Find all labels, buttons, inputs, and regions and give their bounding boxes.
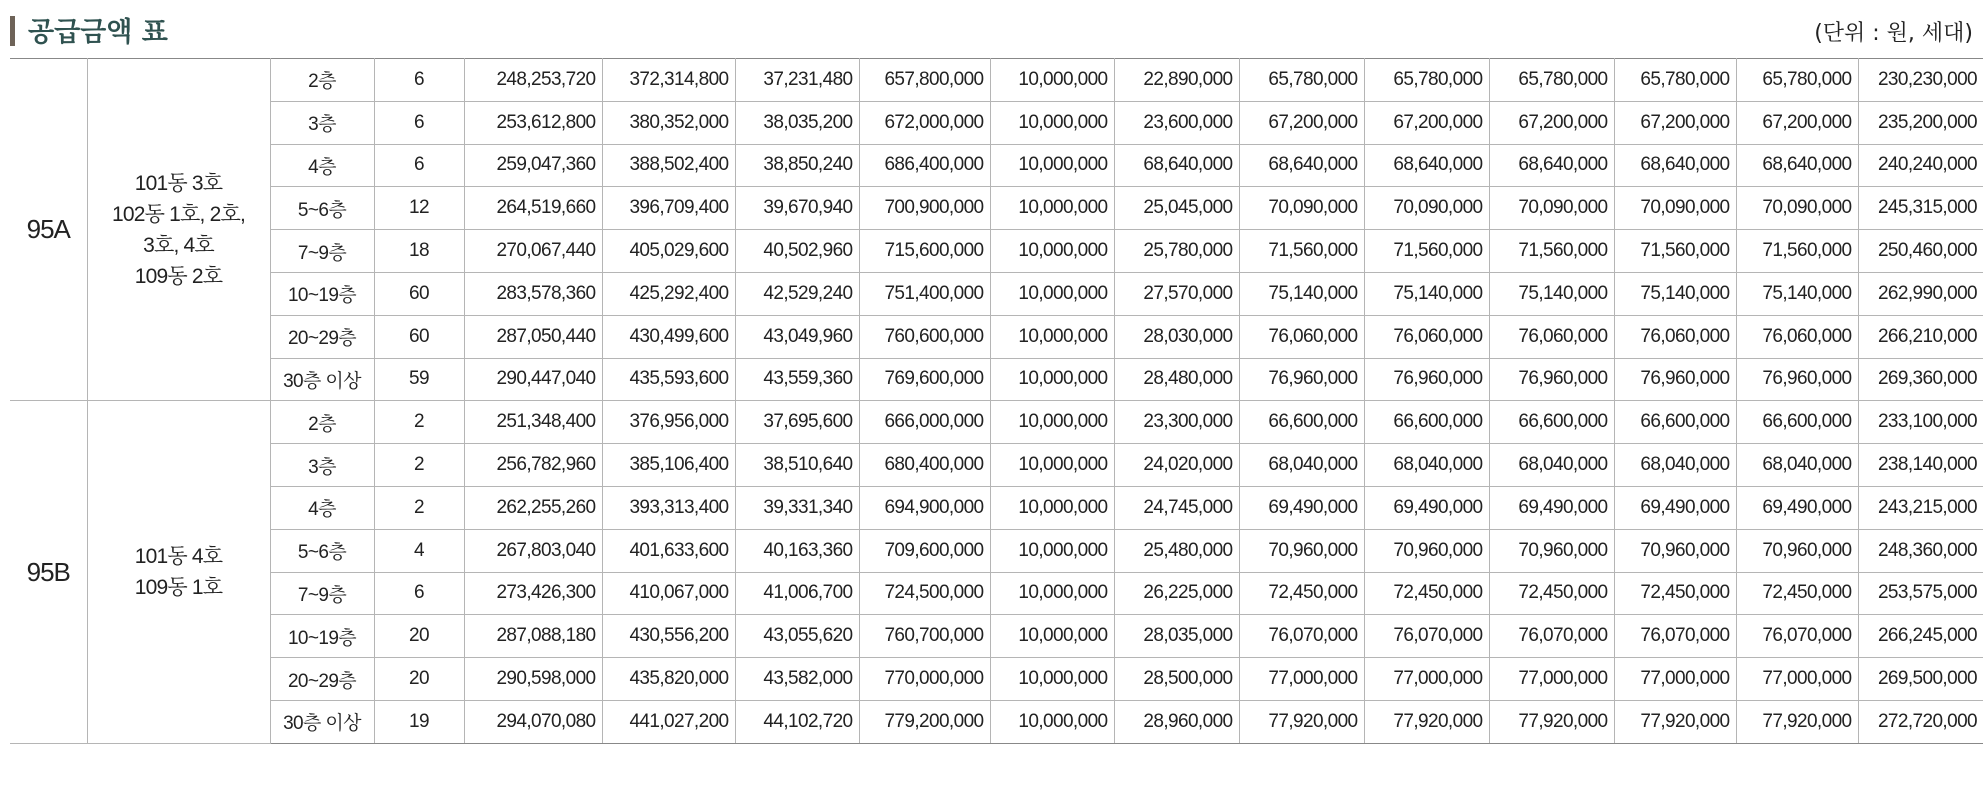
floor-cell: 4층	[270, 486, 374, 529]
household-count-cell: 19	[374, 700, 464, 743]
amount-cell: 70,960,000	[1239, 529, 1364, 572]
amount-cell: 272,720,000	[1858, 700, 1983, 743]
amount-cell: 76,070,000	[1736, 615, 1858, 658]
page-header	[10, 6, 1973, 50]
amount-cell: 779,200,000	[859, 700, 990, 743]
amount-cell: 267,803,040	[464, 529, 602, 572]
amount-cell: 76,070,000	[1614, 615, 1736, 658]
amount-cell: 248,253,720	[464, 59, 602, 102]
floor-cell: 10~19층	[270, 615, 374, 658]
amount-cell: 76,060,000	[1364, 315, 1489, 358]
amount-cell: 23,600,000	[1114, 101, 1239, 144]
amount-cell: 715,600,000	[859, 230, 990, 273]
amount-cell: 435,593,600	[602, 358, 735, 401]
amount-cell: 245,315,000	[1858, 187, 1983, 230]
amount-cell: 28,035,000	[1114, 615, 1239, 658]
amount-cell: 72,450,000	[1364, 572, 1489, 615]
amount-cell: 69,490,000	[1364, 486, 1489, 529]
amount-cell: 68,640,000	[1614, 144, 1736, 187]
floor-cell: 5~6층	[270, 529, 374, 572]
building-units-line: 109동 2호	[134, 264, 223, 288]
amount-cell: 68,640,000	[1114, 144, 1239, 187]
amount-cell: 66,600,000	[1736, 401, 1858, 444]
amount-cell: 65,780,000	[1239, 59, 1364, 102]
amount-cell: 253,612,800	[464, 101, 602, 144]
amount-cell: 425,292,400	[602, 272, 735, 315]
amount-cell: 70,090,000	[1364, 187, 1489, 230]
amount-cell: 10,000,000	[990, 401, 1114, 444]
amount-cell: 70,960,000	[1736, 529, 1858, 572]
table-row	[10, 101, 1983, 144]
table-row	[10, 272, 1983, 315]
amount-cell: 405,029,600	[602, 230, 735, 273]
amount-cell: 68,040,000	[1736, 444, 1858, 487]
floor-cell: 20~29층	[270, 315, 374, 358]
amount-cell: 266,245,000	[1858, 615, 1983, 658]
amount-cell: 10,000,000	[990, 529, 1114, 572]
amount-cell: 666,000,000	[859, 401, 990, 444]
amount-cell: 10,000,000	[990, 615, 1114, 658]
title-accent-bar	[10, 16, 15, 46]
supply-price-table	[10, 58, 1983, 744]
amount-cell: 287,088,180	[464, 615, 602, 658]
amount-cell: 66,600,000	[1364, 401, 1489, 444]
amount-cell: 69,490,000	[1736, 486, 1858, 529]
amount-cell: 441,027,200	[602, 700, 735, 743]
floor-cell: 30층 이상	[270, 700, 374, 743]
amount-cell: 77,920,000	[1364, 700, 1489, 743]
amount-cell: 235,200,000	[1858, 101, 1983, 144]
amount-cell: 28,480,000	[1114, 358, 1239, 401]
amount-cell: 393,313,400	[602, 486, 735, 529]
amount-cell: 694,900,000	[859, 486, 990, 529]
amount-cell: 10,000,000	[990, 59, 1114, 102]
household-count-cell: 6	[374, 101, 464, 144]
amount-cell: 243,215,000	[1858, 486, 1983, 529]
amount-cell: 77,000,000	[1239, 658, 1364, 701]
amount-cell: 28,960,000	[1114, 700, 1239, 743]
amount-cell: 294,070,080	[464, 700, 602, 743]
amount-cell: 10,000,000	[990, 658, 1114, 701]
amount-cell: 269,360,000	[1858, 358, 1983, 401]
amount-cell: 769,600,000	[859, 358, 990, 401]
amount-cell: 70,090,000	[1614, 187, 1736, 230]
household-count-cell: 20	[374, 658, 464, 701]
amount-cell: 71,560,000	[1614, 230, 1736, 273]
building-units-line: 3호, 4호	[143, 233, 214, 257]
amount-cell: 657,800,000	[859, 59, 990, 102]
amount-cell: 68,640,000	[1364, 144, 1489, 187]
amount-cell: 76,070,000	[1364, 615, 1489, 658]
amount-cell: 240,240,000	[1858, 144, 1983, 187]
floor-cell: 2층	[270, 401, 374, 444]
household-count-cell: 2	[374, 444, 464, 487]
amount-cell: 72,450,000	[1489, 572, 1614, 615]
amount-cell: 77,000,000	[1489, 658, 1614, 701]
amount-cell: 44,102,720	[735, 700, 859, 743]
amount-cell: 238,140,000	[1858, 444, 1983, 487]
amount-cell: 76,960,000	[1239, 358, 1364, 401]
table-row	[10, 444, 1983, 487]
floor-cell: 30층 이상	[270, 358, 374, 401]
floor-cell: 7~9층	[270, 230, 374, 273]
amount-cell: 290,598,000	[464, 658, 602, 701]
amount-cell: 10,000,000	[990, 358, 1114, 401]
amount-cell: 10,000,000	[990, 101, 1114, 144]
amount-cell: 23,300,000	[1114, 401, 1239, 444]
amount-cell: 10,000,000	[990, 444, 1114, 487]
amount-cell: 69,490,000	[1489, 486, 1614, 529]
amount-cell: 380,352,000	[602, 101, 735, 144]
amount-cell: 10,000,000	[990, 572, 1114, 615]
building-units-line: 101동 4호	[134, 545, 223, 569]
amount-cell: 76,060,000	[1239, 315, 1364, 358]
household-count-cell: 6	[374, 572, 464, 615]
table-body	[10, 59, 1983, 744]
amount-cell: 68,040,000	[1239, 444, 1364, 487]
amount-cell: 70,090,000	[1489, 187, 1614, 230]
amount-cell: 77,920,000	[1736, 700, 1858, 743]
amount-cell: 751,400,000	[859, 272, 990, 315]
amount-cell: 770,000,000	[859, 658, 990, 701]
amount-cell: 686,400,000	[859, 144, 990, 187]
amount-cell: 76,960,000	[1364, 358, 1489, 401]
amount-cell: 396,709,400	[602, 187, 735, 230]
amount-cell: 410,067,000	[602, 572, 735, 615]
household-count-cell: 4	[374, 529, 464, 572]
floor-cell: 2층	[270, 59, 374, 102]
amount-cell: 10,000,000	[990, 230, 1114, 273]
amount-cell: 40,502,960	[735, 230, 859, 273]
amount-cell: 77,000,000	[1736, 658, 1858, 701]
amount-cell: 77,920,000	[1614, 700, 1736, 743]
amount-cell: 680,400,000	[859, 444, 990, 487]
amount-cell: 76,060,000	[1489, 315, 1614, 358]
amount-cell: 71,560,000	[1239, 230, 1364, 273]
amount-cell: 24,745,000	[1114, 486, 1239, 529]
amount-cell: 69,490,000	[1614, 486, 1736, 529]
amount-cell: 65,780,000	[1364, 59, 1489, 102]
amount-cell: 259,047,360	[464, 144, 602, 187]
amount-cell: 376,956,000	[602, 401, 735, 444]
amount-cell: 40,163,360	[735, 529, 859, 572]
amount-cell: 76,070,000	[1489, 615, 1614, 658]
amount-cell: 68,040,000	[1364, 444, 1489, 487]
building-units-line: 102동 1호, 2호,	[112, 202, 245, 226]
building-units-line: 109동 1호	[134, 576, 223, 600]
amount-cell: 10,000,000	[990, 486, 1114, 529]
household-count-cell: 12	[374, 187, 464, 230]
floor-cell: 5~6층	[270, 187, 374, 230]
amount-cell: 37,231,480	[735, 59, 859, 102]
amount-cell: 10,000,000	[990, 144, 1114, 187]
amount-cell: 10,000,000	[990, 272, 1114, 315]
amount-cell: 430,556,200	[602, 615, 735, 658]
amount-cell: 24,020,000	[1114, 444, 1239, 487]
amount-cell: 41,006,700	[735, 572, 859, 615]
table-row	[10, 59, 1983, 102]
amount-cell: 75,140,000	[1489, 272, 1614, 315]
amount-cell: 233,100,000	[1858, 401, 1983, 444]
table-row	[10, 615, 1983, 658]
amount-cell: 77,920,000	[1489, 700, 1614, 743]
floor-cell: 20~29층	[270, 658, 374, 701]
amount-cell: 37,695,600	[735, 401, 859, 444]
unit-type-cell: 95B	[10, 401, 87, 743]
table-row	[10, 187, 1983, 230]
amount-cell: 388,502,400	[602, 144, 735, 187]
household-count-cell: 60	[374, 272, 464, 315]
amount-cell: 77,920,000	[1239, 700, 1364, 743]
amount-cell: 75,140,000	[1364, 272, 1489, 315]
amount-cell: 68,640,000	[1736, 144, 1858, 187]
building-units-cell	[87, 59, 270, 401]
amount-cell: 25,480,000	[1114, 529, 1239, 572]
table-row	[10, 401, 1983, 444]
amount-cell: 68,640,000	[1489, 144, 1614, 187]
amount-cell: 71,560,000	[1736, 230, 1858, 273]
building-units-line: 101동 3호	[134, 171, 223, 195]
amount-cell: 66,600,000	[1239, 401, 1364, 444]
amount-cell: 43,559,360	[735, 358, 859, 401]
amount-cell: 700,900,000	[859, 187, 990, 230]
amount-cell: 67,200,000	[1239, 101, 1364, 144]
amount-cell: 760,700,000	[859, 615, 990, 658]
table-row	[10, 230, 1983, 273]
amount-cell: 10,000,000	[990, 187, 1114, 230]
amount-cell: 70,960,000	[1364, 529, 1489, 572]
amount-cell: 435,820,000	[602, 658, 735, 701]
amount-cell: 77,000,000	[1614, 658, 1736, 701]
amount-cell: 76,960,000	[1614, 358, 1736, 401]
household-count-cell: 59	[374, 358, 464, 401]
amount-cell: 28,500,000	[1114, 658, 1239, 701]
amount-cell: 709,600,000	[859, 529, 990, 572]
amount-cell: 77,000,000	[1364, 658, 1489, 701]
household-count-cell: 20	[374, 615, 464, 658]
amount-cell: 385,106,400	[602, 444, 735, 487]
amount-cell: 72,450,000	[1736, 572, 1858, 615]
amount-cell: 10,000,000	[990, 700, 1114, 743]
page-title: 공급금액 표	[28, 17, 168, 48]
amount-cell: 28,030,000	[1114, 315, 1239, 358]
amount-cell: 38,510,640	[735, 444, 859, 487]
amount-cell: 76,060,000	[1736, 315, 1858, 358]
amount-cell: 76,960,000	[1489, 358, 1614, 401]
amount-cell: 43,582,000	[735, 658, 859, 701]
table-row	[10, 486, 1983, 529]
amount-cell: 70,090,000	[1239, 187, 1364, 230]
table-row	[10, 572, 1983, 615]
table-row	[10, 315, 1983, 358]
floor-cell: 10~19층	[270, 272, 374, 315]
amount-cell: 71,560,000	[1489, 230, 1614, 273]
amount-cell: 68,040,000	[1614, 444, 1736, 487]
amount-cell: 43,049,960	[735, 315, 859, 358]
floor-cell: 4층	[270, 144, 374, 187]
amount-cell: 251,348,400	[464, 401, 602, 444]
amount-cell: 71,560,000	[1364, 230, 1489, 273]
amount-cell: 672,000,000	[859, 101, 990, 144]
amount-cell: 401,633,600	[602, 529, 735, 572]
amount-cell: 39,670,940	[735, 187, 859, 230]
amount-cell: 69,490,000	[1239, 486, 1364, 529]
amount-cell: 76,960,000	[1736, 358, 1858, 401]
amount-cell: 266,210,000	[1858, 315, 1983, 358]
amount-cell: 283,578,360	[464, 272, 602, 315]
amount-cell: 39,331,340	[735, 486, 859, 529]
amount-cell: 67,200,000	[1736, 101, 1858, 144]
amount-cell: 25,780,000	[1114, 230, 1239, 273]
amount-cell: 38,035,200	[735, 101, 859, 144]
table-row	[10, 700, 1983, 743]
amount-cell: 76,060,000	[1614, 315, 1736, 358]
amount-cell: 256,782,960	[464, 444, 602, 487]
amount-cell: 42,529,240	[735, 272, 859, 315]
amount-cell: 38,850,240	[735, 144, 859, 187]
table-row	[10, 529, 1983, 572]
household-count-cell: 2	[374, 401, 464, 444]
amount-cell: 75,140,000	[1736, 272, 1858, 315]
amount-cell: 372,314,800	[602, 59, 735, 102]
amount-cell: 248,360,000	[1858, 529, 1983, 572]
amount-cell: 264,519,660	[464, 187, 602, 230]
amount-cell: 68,040,000	[1489, 444, 1614, 487]
amount-cell: 68,640,000	[1239, 144, 1364, 187]
unit-note: (단위 : 원, 세대)	[1814, 21, 1973, 46]
floor-cell: 3층	[270, 444, 374, 487]
amount-cell: 67,200,000	[1614, 101, 1736, 144]
amount-cell: 25,045,000	[1114, 187, 1239, 230]
building-units-cell	[87, 401, 270, 743]
amount-cell: 43,055,620	[735, 615, 859, 658]
household-count-cell: 18	[374, 230, 464, 273]
amount-cell: 262,990,000	[1858, 272, 1983, 315]
amount-cell: 72,450,000	[1614, 572, 1736, 615]
household-count-cell: 2	[374, 486, 464, 529]
amount-cell: 67,200,000	[1364, 101, 1489, 144]
amount-cell: 269,500,000	[1858, 658, 1983, 701]
unit-type-cell: 95A	[10, 59, 87, 401]
floor-cell: 3층	[270, 101, 374, 144]
amount-cell: 65,780,000	[1736, 59, 1858, 102]
amount-cell: 70,090,000	[1736, 187, 1858, 230]
table-row	[10, 358, 1983, 401]
amount-cell: 273,426,300	[464, 572, 602, 615]
amount-cell: 65,780,000	[1489, 59, 1614, 102]
household-count-cell: 60	[374, 315, 464, 358]
amount-cell: 65,780,000	[1614, 59, 1736, 102]
amount-cell: 230,230,000	[1858, 59, 1983, 102]
amount-cell: 75,140,000	[1614, 272, 1736, 315]
amount-cell: 26,225,000	[1114, 572, 1239, 615]
table-row	[10, 658, 1983, 701]
amount-cell: 70,960,000	[1489, 529, 1614, 572]
amount-cell: 287,050,440	[464, 315, 602, 358]
amount-cell: 262,255,260	[464, 486, 602, 529]
amount-cell: 27,570,000	[1114, 272, 1239, 315]
amount-cell: 290,447,040	[464, 358, 602, 401]
amount-cell: 75,140,000	[1239, 272, 1364, 315]
amount-cell: 724,500,000	[859, 572, 990, 615]
household-count-cell: 6	[374, 144, 464, 187]
amount-cell: 22,890,000	[1114, 59, 1239, 102]
amount-cell: 250,460,000	[1858, 230, 1983, 273]
table-row	[10, 144, 1983, 187]
amount-cell: 10,000,000	[990, 315, 1114, 358]
amount-cell: 66,600,000	[1489, 401, 1614, 444]
floor-cell: 7~9층	[270, 572, 374, 615]
amount-cell: 270,067,440	[464, 230, 602, 273]
amount-cell: 253,575,000	[1858, 572, 1983, 615]
household-count-cell: 6	[374, 59, 464, 102]
amount-cell: 430,499,600	[602, 315, 735, 358]
amount-cell: 66,600,000	[1614, 401, 1736, 444]
amount-cell: 76,070,000	[1239, 615, 1364, 658]
amount-cell: 760,600,000	[859, 315, 990, 358]
amount-cell: 70,960,000	[1614, 529, 1736, 572]
amount-cell: 67,200,000	[1489, 101, 1614, 144]
amount-cell: 72,450,000	[1239, 572, 1364, 615]
